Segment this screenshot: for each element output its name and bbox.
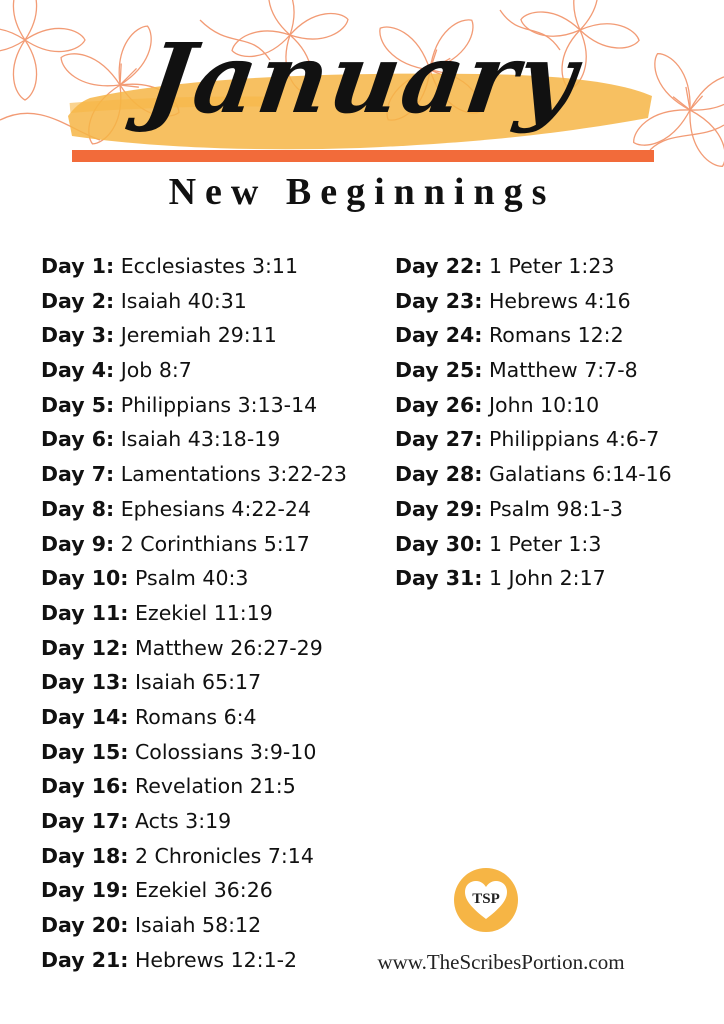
- reading-item: [41, 422, 347, 457]
- page-subtitle: New Beginnings: [168, 171, 556, 213]
- day-label: Day 27:: [395, 427, 483, 452]
- month-title: January: [139, 22, 585, 135]
- day-label: Day 31:: [395, 566, 483, 591]
- scripture-reference: Matthew 7:7-8: [488, 358, 638, 383]
- day-label: Day 8:: [41, 496, 115, 521]
- logo-text: TSP: [472, 891, 500, 907]
- scripture-reference: Acts 3:19: [134, 809, 232, 833]
- scripture-reference: Job 8:7: [120, 358, 192, 383]
- reading-item: [395, 527, 672, 562]
- scripture-reference: Jeremiah 29:11: [120, 323, 277, 348]
- scripture-reference: Romans 12:2: [488, 323, 624, 348]
- reading-item: [395, 353, 672, 388]
- scripture-reference: Psalm 98:1-3: [488, 496, 623, 521]
- reading-item: [41, 527, 347, 562]
- day-label: Day 14:: [41, 704, 129, 729]
- scripture-reference: Ephesians 4:22-24: [120, 496, 311, 521]
- day-label: Day 10:: [41, 566, 129, 591]
- scripture-reference: Isaiah 58:12: [134, 913, 262, 938]
- day-label: Day 23:: [395, 288, 483, 313]
- day-label: Day 3:: [41, 323, 115, 348]
- reading-item: [41, 665, 347, 700]
- reading-item: [41, 388, 347, 423]
- day-label: Day 17:: [41, 809, 129, 833]
- scripture-reference: Isaiah 40:31: [120, 288, 247, 313]
- scripture-reference: Ezekiel 11:19: [134, 600, 273, 625]
- reading-item: [41, 943, 347, 978]
- day-label: Day 9:: [41, 531, 115, 556]
- reading-item: [41, 839, 347, 874]
- day-label: Day 26:: [395, 392, 483, 417]
- scripture-reference: Hebrews 12:1-2: [134, 947, 298, 972]
- reading-item: [41, 735, 347, 770]
- reading-item: [41, 804, 347, 839]
- scripture-reference: Ezekiel 36:26: [134, 878, 273, 903]
- readings-list-right: [395, 249, 672, 596]
- reading-item: [395, 457, 672, 492]
- scripture-reference: Galatians 6:14-16: [488, 462, 672, 487]
- reading-item: [41, 769, 347, 804]
- readings-list-left: [41, 249, 347, 977]
- reading-item: [41, 596, 347, 631]
- reading-item: [395, 318, 672, 353]
- scripture-reference: 2 Corinthians 5:17: [120, 531, 310, 556]
- reading-item: [395, 561, 672, 596]
- day-label: Day 25:: [395, 358, 483, 383]
- brand-logo: [453, 867, 519, 933]
- day-label: Day 2:: [41, 288, 115, 313]
- day-label: Day 1:: [41, 254, 115, 278]
- scripture-reference: 1 Peter 1:23: [488, 254, 615, 278]
- day-label: Day 24:: [395, 323, 483, 348]
- scripture-reference: Revelation 21:5: [134, 774, 296, 799]
- reading-item: [41, 631, 347, 666]
- day-label: Day 16:: [41, 774, 129, 799]
- reading-item: [395, 284, 672, 319]
- day-label: Day 20:: [41, 913, 129, 938]
- scripture-reference: Isaiah 43:18-19: [120, 427, 281, 452]
- day-label: Day 5:: [41, 392, 115, 417]
- day-label: Day 28:: [395, 462, 483, 487]
- scripture-reference: 2 Chronicles 7:14: [134, 843, 314, 868]
- scripture-reference: Lamentations 3:22-23: [120, 462, 347, 487]
- reading-item: [41, 908, 347, 943]
- reading-item: [41, 492, 347, 527]
- day-label: Day 11:: [41, 600, 129, 625]
- scripture-reference: Colossians 3:9-10: [134, 739, 317, 764]
- reading-item: [41, 284, 347, 319]
- scripture-reference: Hebrews 4:16: [488, 288, 631, 313]
- reading-item: [41, 249, 347, 284]
- reading-item: [41, 353, 347, 388]
- reading-item: [41, 873, 347, 908]
- scripture-reference: 1 John 2:17: [488, 566, 606, 591]
- day-label: Day 18:: [41, 843, 129, 868]
- day-label: Day 7:: [41, 462, 115, 487]
- scripture-reference: Romans 6:4: [134, 704, 257, 729]
- reading-item: [395, 422, 672, 457]
- scripture-reference: Philippians 3:13-14: [120, 392, 318, 417]
- day-label: Day 21:: [41, 947, 129, 972]
- reading-item: [41, 561, 347, 596]
- day-label: Day 15:: [41, 739, 129, 764]
- website-url[interactable]: www.TheScribesPortion.com: [377, 950, 625, 974]
- scripture-reference: Psalm 40:3: [134, 566, 249, 591]
- day-label: Day 29:: [395, 496, 483, 521]
- scripture-reference: Isaiah 65:17: [134, 670, 262, 695]
- scripture-reference: Ecclesiastes 3:11: [120, 254, 299, 278]
- day-label: Day 30:: [395, 531, 483, 556]
- scripture-reference: Matthew 26:27-29: [134, 635, 323, 660]
- scripture-reference: Philippians 4:6-7: [488, 427, 660, 452]
- day-label: Day 13:: [41, 670, 129, 695]
- reading-item: [41, 318, 347, 353]
- day-label: Day 12:: [41, 635, 129, 660]
- reading-item: [395, 492, 672, 527]
- reading-item: [395, 249, 672, 284]
- reading-item: [41, 457, 347, 492]
- day-label: Day 22:: [395, 254, 483, 278]
- accent-bar: [72, 150, 654, 162]
- scripture-reference: John 10:10: [488, 392, 600, 417]
- scripture-reference: 1 Peter 1:3: [488, 531, 602, 556]
- day-label: Day 19:: [41, 878, 129, 903]
- reading-item: [395, 388, 672, 423]
- reading-item: [41, 700, 347, 735]
- day-label: Day 4:: [41, 358, 115, 383]
- day-label: Day 6:: [41, 427, 115, 452]
